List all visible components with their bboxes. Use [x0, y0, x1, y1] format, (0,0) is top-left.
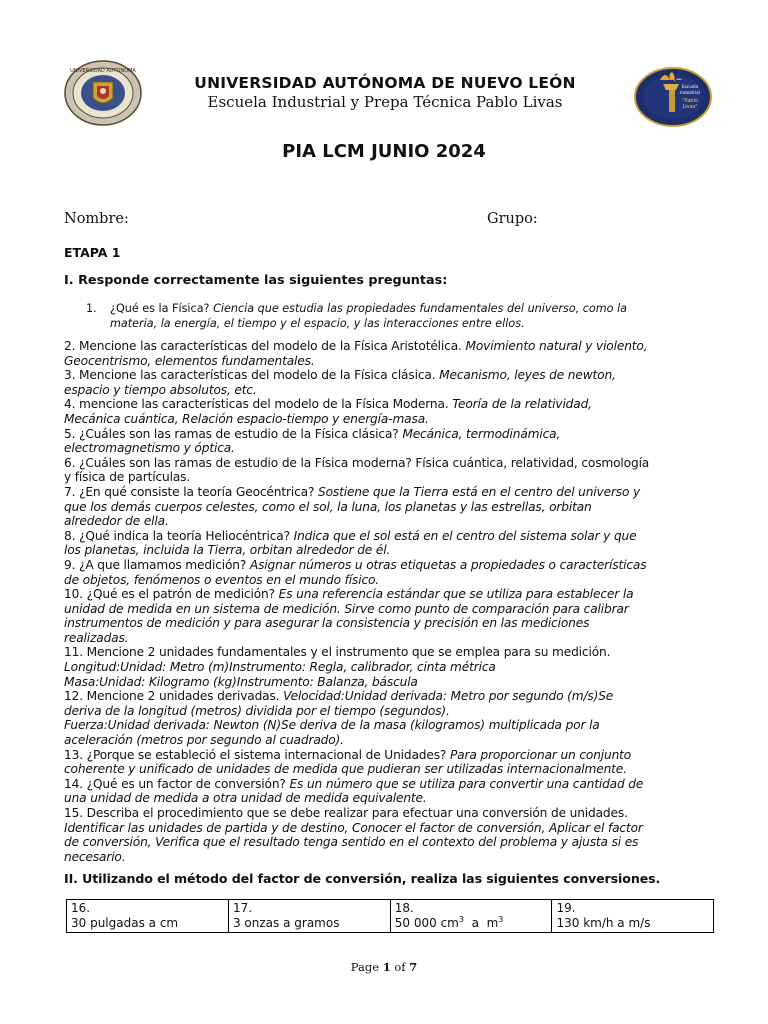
- question-line: [64, 704, 714, 719]
- exercise-number: 16.: [71, 901, 91, 915]
- question-line: [64, 558, 714, 573]
- exercise-text: 30 pulgadas a cm: [71, 916, 179, 930]
- of-word: of: [394, 960, 406, 974]
- page-footer: [0, 960, 768, 974]
- answer-text: de conversión, Verifica que el resultado tenga sentido en el contexto del problema y ajusta si es: [64, 835, 639, 850]
- question-line: [64, 573, 714, 588]
- exponent: 3: [458, 915, 464, 924]
- name-label: Nombre:: [64, 211, 129, 227]
- question-line: [64, 543, 714, 558]
- answer-text: aceleración (metros por segundo al cuadrado).: [64, 733, 344, 748]
- answer-text: Geocentrismo, elementos fundamentales.: [64, 353, 315, 368]
- answer-text: unidad de medida en un sistema de medición. Sirve como punto de comparación para calibrar: [64, 601, 629, 616]
- answer-text: que los demás cuerpos celestes, como el sol, la luna, los planetas y las estrellas, orbitan: [64, 499, 592, 514]
- question-line: [64, 441, 714, 456]
- question-line: [64, 689, 714, 704]
- question-text: 3. Mencione las características del modelo de la Física clásica.: [64, 368, 440, 383]
- question-text: 7. ¿En qué consiste la teoría Geocéntrica?: [64, 484, 318, 499]
- conversion-cell: [67, 900, 229, 933]
- question-line: [64, 675, 714, 690]
- answer-text: materia, la energía, el tiempo y el espacio, y las interacciones entre ellos.: [110, 317, 525, 330]
- pablo-livas-logo: [632, 66, 714, 128]
- question-line: [64, 616, 714, 631]
- question-text: 10. ¿Qué es el patrón de medición?: [64, 587, 279, 602]
- conversion-cell: [552, 900, 714, 933]
- question-line: [64, 762, 714, 777]
- question-line: [64, 587, 714, 602]
- answer-text: Mecánica cuántica, Relación espacio-tiempo y energía-masa.: [64, 411, 429, 426]
- answer-text: Velocidad:Unidad derivada: Metro por segundo (m/s)Se: [283, 689, 614, 704]
- question-line: [64, 339, 714, 354]
- question-text: 6. ¿Cuáles son las ramas de estudio de la Física moderna? Física cuántica, relatividad, cosmología: [64, 455, 650, 470]
- svg-text:"Pablo: "Pablo: [682, 98, 698, 104]
- section-1-heading: I. Responde correctamente las siguientes preguntas:: [64, 273, 448, 288]
- answer-text: Asignar números u otras etiquetas a propiedades o características: [249, 557, 647, 572]
- answer-text: Fuerza:Unidad derivada: Newton (N)Se deriva de la masa (kilogramos) multiplicada por la: [64, 718, 600, 733]
- answer-text: Movimiento natural y violento,: [465, 339, 648, 353]
- question-line: [64, 660, 714, 675]
- answer-text: necesario.: [64, 849, 126, 864]
- question-text: 5. ¿Cuáles son las ramas de estudio de la Física clásica?: [64, 426, 403, 441]
- question-text: 12. Mencione 2 unidades derivadas.: [64, 689, 284, 704]
- page-number: 1: [382, 960, 391, 974]
- answer-text: Masa:Unidad: Kilogramo (kg)Instrumento: Balanza, báscula: [64, 674, 418, 689]
- answer-text: Indica que el sol está en el centro del sistema solar y que: [293, 528, 637, 543]
- question-line: [64, 354, 714, 369]
- question-text: 11. Mencione 2 unidades fundamentales y el instrumento que se emplea para su medición.: [64, 645, 611, 660]
- university-name: UNIVERSIDAD AUTÓNOMA DE NUEVO LEÓN: [194, 74, 576, 92]
- answer-text: coherente y unificado de unidades de medida que pudieran ser utilizadas internacionalmente.: [64, 762, 627, 777]
- question-text: 15. Describa el procedimiento que se debe realizar para efectuar una conversión de unidades.: [64, 806, 628, 820]
- question-line: [64, 383, 714, 398]
- question-text: 13. ¿Porque se estableció el sistema internacional de Unidades?: [64, 747, 450, 762]
- section-2-heading: II. Utilizando el método del factor de conversión, realiza las siguientes conversiones.: [64, 871, 661, 886]
- answer-text: instrumentos de medición y para asegurar la consistencia y precisión en las mediciones: [64, 616, 590, 631]
- question-line: [64, 806, 714, 821]
- question-text: 4. mencione las características del modelo de la Física Moderna.: [64, 397, 453, 412]
- exercise-text: 130 km/h a m/s: [556, 916, 651, 930]
- question-line: [64, 427, 714, 442]
- question-number: 1.: [86, 302, 97, 315]
- answer-text: los planetas, incluida la Tierra, orbitan alrededor de él.: [64, 543, 391, 558]
- answer-text: de objetos, fenómenos o eventos en el mundo físico.: [64, 572, 380, 587]
- answer-text: Es un número que se utiliza para convertir una cantidad de: [289, 776, 644, 791]
- question-line: [64, 485, 714, 500]
- question-text: 2. Mencione las características del modelo de la Física Aristotélica.: [64, 339, 466, 353]
- question-1: [86, 301, 706, 331]
- exercise-text: 3 onzas a gramos: [232, 916, 340, 930]
- question-line: [64, 500, 714, 515]
- answer-text: Mecanismo, leyes de newton,: [439, 368, 616, 383]
- answer-text: electromagnetismo y óptica.: [64, 441, 235, 456]
- question-line: [64, 733, 714, 748]
- exercise-number: 17.: [232, 901, 253, 915]
- page-total: 7: [409, 960, 418, 974]
- school-name: Escuela Industrial y Prepa Técnica Pablo Livas: [207, 93, 563, 111]
- question-line: [64, 514, 714, 529]
- svg-text:Livas": Livas": [682, 104, 698, 110]
- question-line: [64, 631, 714, 646]
- exponent: 3: [498, 915, 504, 924]
- exercise-text: 50 000 cm: [394, 916, 459, 930]
- question-line: [64, 470, 714, 485]
- question-line: [64, 529, 714, 544]
- answer-text: alrededor de ella.: [64, 514, 169, 529]
- question-line: [64, 602, 714, 617]
- answer-text: espacio y tiempo absolutos, etc.: [64, 382, 257, 397]
- question-text: ¿Qué es la Física?: [110, 302, 210, 315]
- question-line: [64, 456, 714, 471]
- answer-text: Longitud:Unidad: Metro (m)Instrumento: Regla, calibrador, cinta métrica: [64, 660, 496, 675]
- question-line: [64, 397, 714, 412]
- question-line: [64, 645, 714, 660]
- stage-heading: ETAPA 1: [64, 245, 121, 260]
- question-line: [64, 718, 714, 733]
- question-line: [64, 835, 714, 850]
- question-text: 14. ¿Qué es un factor de conversión?: [64, 776, 290, 791]
- answer-text: Para proporcionar un conjunto: [449, 747, 632, 762]
- question-line: [64, 821, 714, 836]
- question-list: [64, 339, 714, 864]
- answer-text: Teoría de la relatividad,: [452, 397, 592, 412]
- svg-text:Industrial: Industrial: [680, 90, 700, 95]
- answer-text: realizadas.: [64, 630, 129, 645]
- uanl-seal-logo: [63, 60, 143, 126]
- answer-text: Sostiene que la Tierra está en el centro del universo y: [317, 484, 641, 499]
- table-row: [67, 900, 714, 933]
- answer-text: deriva de la longitud (metros) dividida por el tiempo (segundos).: [64, 703, 450, 718]
- svg-text:UNIVERSIDAD AUTONOMA: UNIVERSIDAD AUTONOMA: [70, 68, 136, 74]
- question-text: 9. ¿A que llamamos medición?: [64, 557, 250, 572]
- question-line: [64, 777, 714, 792]
- exercise-number: 18.: [394, 901, 414, 915]
- svg-text:Escuela: Escuela: [681, 84, 699, 89]
- answer-text: Mecánica, termodinámica,: [402, 426, 561, 441]
- question-line: [64, 850, 714, 865]
- group-label: Grupo:: [487, 211, 538, 227]
- question-line: [64, 748, 714, 763]
- answer-text: Ciencia que estudia las propiedades fundamentales del universo, como la: [213, 302, 628, 315]
- page-word: Page: [350, 960, 380, 974]
- question-text: y física de partículas.: [64, 470, 191, 485]
- exercise-text: a m: [463, 916, 499, 930]
- conversion-cell: [228, 900, 390, 933]
- answer-text: una unidad de medida a otra unidad de medida equivalente.: [64, 791, 427, 806]
- answer-text: Identificar las unidades de partida y de destino, Conocer el factor de conversión, Aplicar el factor: [64, 820, 643, 835]
- question-text: 8. ¿Qué indica la teoría Heliocéntrica?: [64, 528, 294, 543]
- question-line: [64, 412, 714, 427]
- question-line: [64, 791, 714, 806]
- conversion-table: [66, 899, 714, 933]
- document-title: PIA LCM JUNIO 2024: [282, 141, 486, 162]
- question-line: [64, 368, 714, 383]
- conversion-cell: [390, 900, 552, 933]
- exercise-number: 19.: [556, 901, 576, 915]
- answer-text: Es una referencia estándar que se utiliza para establecer la: [278, 587, 634, 602]
